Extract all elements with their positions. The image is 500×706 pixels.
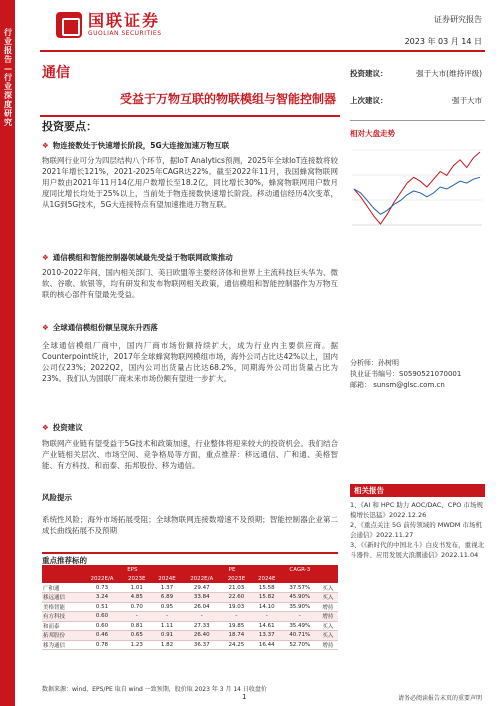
table-group-header-eps: EPS: [82, 565, 182, 574]
table-row: [42, 631, 338, 641]
logo-icon: [56, 12, 82, 38]
table-row: [42, 593, 338, 603]
table-cell: 买入: [318, 583, 338, 593]
diamond-bullet-icon: ❖: [42, 141, 49, 150]
table-cell: 0.65: [122, 631, 152, 641]
table-cell: 15.82: [252, 593, 282, 603]
section-paragraph-2: 2010-2022年间，国内相关部门、美日欧盟等主要经济体和世界上主流科技巨头华为、微软、谷歌、软银等，均有研发和发布物联网相关政策，通信模组和智能控制器作为万物互联的核心部件有望最先受益。: [42, 268, 338, 299]
section-paragraph-5: 系统性风险；海外市场拓展受阻；全球物联网连接数增速不及预期；智能控制器企业第二成长曲线拓展不及预期: [42, 515, 338, 535]
diamond-bullet-icon: ❖: [42, 253, 49, 262]
stock-name-cell: 广和通: [42, 583, 79, 593]
related-report-2[interactable]: 2、《重点关注 5G 前传领域的 MWDM 市场机会通信》2022.11.27: [350, 521, 482, 539]
chart-title: 相对大盘走势: [350, 129, 395, 138]
footer-disclaimer: 请务必阅读报告末页的重要声明: [397, 695, 482, 702]
table-cell: 15.58: [252, 583, 282, 593]
industry-name: 通信: [42, 65, 70, 81]
stock-name-cell: 美格智能: [42, 602, 79, 612]
section-paragraph-4: 物联网产业链有望受益于5G技术和政策加速，行业整体将迎来较大的投资机会。我们结合产业链相关层次、市场空间、竞争格局等方面，重点推荐：移远通信、广和通、美格智能、有方科技、和而泰、拓邦股份、移为通信。: [42, 439, 338, 470]
table-row: [42, 583, 338, 593]
key-points-heading: 投资要点：: [42, 120, 97, 133]
section-heading-3: ❖ 全球通信模组份额呈现东升西落: [42, 323, 158, 332]
table-header: 2023E: [122, 574, 152, 583]
recommendation-table: [42, 565, 338, 650]
table-cell: -: [182, 612, 221, 622]
table-cell: 6.89: [152, 593, 182, 603]
table-cell: 增持: [318, 612, 338, 622]
stock-name-cell: 移为通信: [42, 640, 79, 650]
table-group-header-cagr: CAGR-3: [282, 565, 318, 574]
section-heading-2: ❖ 通信模组和智能控制器领域最先受益于物联网政策推动: [42, 253, 233, 262]
diamond-bullet-icon: ❖: [42, 423, 49, 432]
table-group-header-pe: PE: [182, 565, 282, 574]
report-date: 2023 年 03 月 14 日: [404, 37, 482, 46]
invest-rating-label: 投资建议：: [350, 69, 388, 78]
related-report-1[interactable]: 1、《AI 和 HPC 助力 AOC/DAC、CPO 市场规模增长迅猛》2022.12.26: [350, 501, 483, 519]
table-cell: 40.71%: [282, 631, 318, 641]
series-line-1: [354, 177, 480, 214]
sidebar-text: 行业报告—行业深度研究: [4, 28, 12, 127]
analyst-info: [350, 358, 461, 391]
analyst-email: 邮箱： sunsm@glsc.com.cn: [350, 381, 445, 389]
last-rating-label: 上次建议：: [350, 96, 388, 105]
stock-name-cell: 拓邦股份: [42, 631, 79, 641]
diamond-bullet-icon: ❖: [42, 323, 49, 332]
table-cell: 0.60: [82, 612, 121, 622]
report-type: 证券研究报告: [434, 15, 482, 24]
table-cell: 52.70%: [282, 640, 318, 650]
section-heading-5: 风险提示: [42, 493, 72, 502]
related-reports-heading: 相关报告: [350, 484, 485, 497]
table-group-header-row: [42, 565, 338, 574]
table-cell: 1.23: [122, 640, 152, 650]
rating-divider: [350, 120, 485, 121]
table-cell: 14.10: [252, 602, 282, 612]
table-cell: 16.44: [252, 640, 282, 650]
table-row: [42, 621, 338, 631]
table-cell: -: [252, 612, 282, 622]
table-header: 2022E/A: [182, 574, 221, 583]
section-heading-4: ❖ 投资建议: [42, 423, 83, 432]
table-header: 2024E: [252, 574, 282, 583]
table-cell: 1.37: [152, 583, 182, 593]
table-cell: 27.33: [182, 621, 221, 631]
table-cell: 26.40: [182, 631, 221, 641]
table-cell: 35.49%: [282, 621, 318, 631]
table-cell: 14.61: [252, 621, 282, 631]
report-title: 受益于万物互联的物联模组与智能控制器: [119, 92, 336, 106]
page-number: 1: [242, 693, 247, 701]
table-cell: 13.37: [252, 631, 282, 641]
table-cell: 33.84: [182, 593, 221, 603]
table-cell: 增持: [318, 602, 338, 612]
table-cell: 3.24: [82, 593, 121, 603]
stock-name-cell: 有方科技: [42, 612, 79, 622]
section-heading-1: ❖ 物连接数处于快速增长阶段，5G大连接加速万物互联: [42, 141, 230, 150]
table-cell: 4.85: [122, 593, 152, 603]
table-cell: 35.90%: [282, 602, 318, 612]
table-cell: 1.01: [122, 583, 152, 593]
table-cell: 22.60: [221, 593, 251, 603]
invest-rating-value: 强于大市(维持评级): [416, 69, 482, 78]
table-cell: -: [282, 612, 318, 622]
table-header: [282, 574, 318, 583]
table-cell: 45.90%: [282, 593, 318, 603]
title-rule: [40, 115, 340, 117]
series-line-0: [354, 152, 480, 224]
last-rating-value: 强于大市: [452, 96, 482, 105]
relative-performance-chart: [348, 140, 486, 240]
table-cell: 19.85: [221, 621, 251, 631]
table-title: 重点推荐标的: [42, 556, 87, 565]
table-group-header: [42, 565, 79, 574]
table-cell: 29.47: [182, 583, 221, 593]
table-cell: 1.11: [152, 621, 182, 631]
header-rule: [40, 50, 485, 52]
table-cell: 18.74: [221, 631, 251, 641]
table-cell: 0.46: [82, 631, 121, 641]
table-cell: -: [152, 612, 182, 622]
table-cell: 买入: [318, 621, 338, 631]
table-header: 2023E: [221, 574, 251, 583]
logo-en-text: GUOLIAN SECURITIES: [88, 30, 162, 37]
table-cell: -: [221, 612, 251, 622]
table-row: [42, 602, 338, 612]
chart-svg: [348, 140, 486, 240]
table-cell: 增持: [318, 640, 338, 650]
table-header-row: [42, 574, 338, 583]
table-cell: 0.78: [82, 640, 121, 650]
analyst-license: 执业证书编号：S0590521070001: [350, 370, 462, 378]
table-row: [42, 640, 338, 650]
stock-name-cell: 移远通信: [42, 593, 79, 603]
company-logo: [56, 10, 206, 40]
table-cell: 1.82: [152, 640, 182, 650]
analyst-name: 分析师：孙树明: [350, 359, 399, 367]
section-paragraph-1: 物联网行业可分为四层结构八个环节，据IoT Analytics预测，2025年全球IoT连接数将较2021年增长121%，2021-2025年CAGR达22%。截至2022年11月，我国蜂窝物联网用户数由2021年11月14亿用户数增长至18.2亿，同比增长30%，蜂窝物联网用户数月度同比增长均处于25%以上，当前处于物连接数快速增长阶段。移动通信经历4次变革，从1G到5G技术，5G大连接特点有望加速推进万物互联。: [42, 156, 338, 209]
table-cell: 0.95: [152, 602, 182, 612]
logo-cn-text: 国联证券: [88, 11, 161, 30]
stock-name-cell: 和而泰: [42, 621, 79, 631]
table-header: 2022E/A: [82, 574, 121, 583]
table-cell: 0.51: [82, 602, 121, 612]
table-source-note: 数据来源：wind，EPS/PE 取自 wind 一致预期，股价取 2023 年 3 月 14 日收盘价: [42, 686, 267, 693]
table-group-header: [318, 565, 338, 574]
table-cell: 26.04: [182, 602, 221, 612]
section-paragraph-3: 全球通信模组厂商中，国内厂商市场份额持续扩大，成为行业内主要供应商。据Counterpoint统计，2017年全球蜂窝物联网模组市场，海外公司占比达42%以上，国内公司仅23%；2022Q2，国内公司出货量占比达68.2%，同期海外公司出货量占比为23%。我们认为国联厂商未来市场份额有望进一步扩大。: [42, 341, 338, 383]
table-cell: 0.60: [82, 621, 121, 631]
related-report-3[interactable]: 3、《《新时代的中国北斗》白皮书发布，重视北斗器件、应用发展大浪潮通信》2022.11.04: [350, 541, 485, 559]
table-cell: 37.57%: [282, 583, 318, 593]
table-cell: 0.91: [152, 631, 182, 641]
table-header: [42, 574, 79, 583]
table-cell: 36.37: [182, 640, 221, 650]
table-cell: 买入: [318, 593, 338, 603]
table-row: [42, 612, 338, 622]
table-cell: 0.73: [82, 583, 121, 593]
table-cell: 买入: [318, 631, 338, 641]
table-cell: 0.70: [122, 602, 152, 612]
table-cell: 24.25: [221, 640, 251, 650]
table-cell: 19.03: [221, 602, 251, 612]
table-header: [318, 574, 338, 583]
table-header: 2024E: [152, 574, 182, 583]
table-cell: 0.81: [122, 621, 152, 631]
table-top-rule: [42, 552, 338, 554]
table-cell: 21.03: [221, 583, 251, 593]
table-cell: -: [122, 612, 152, 622]
